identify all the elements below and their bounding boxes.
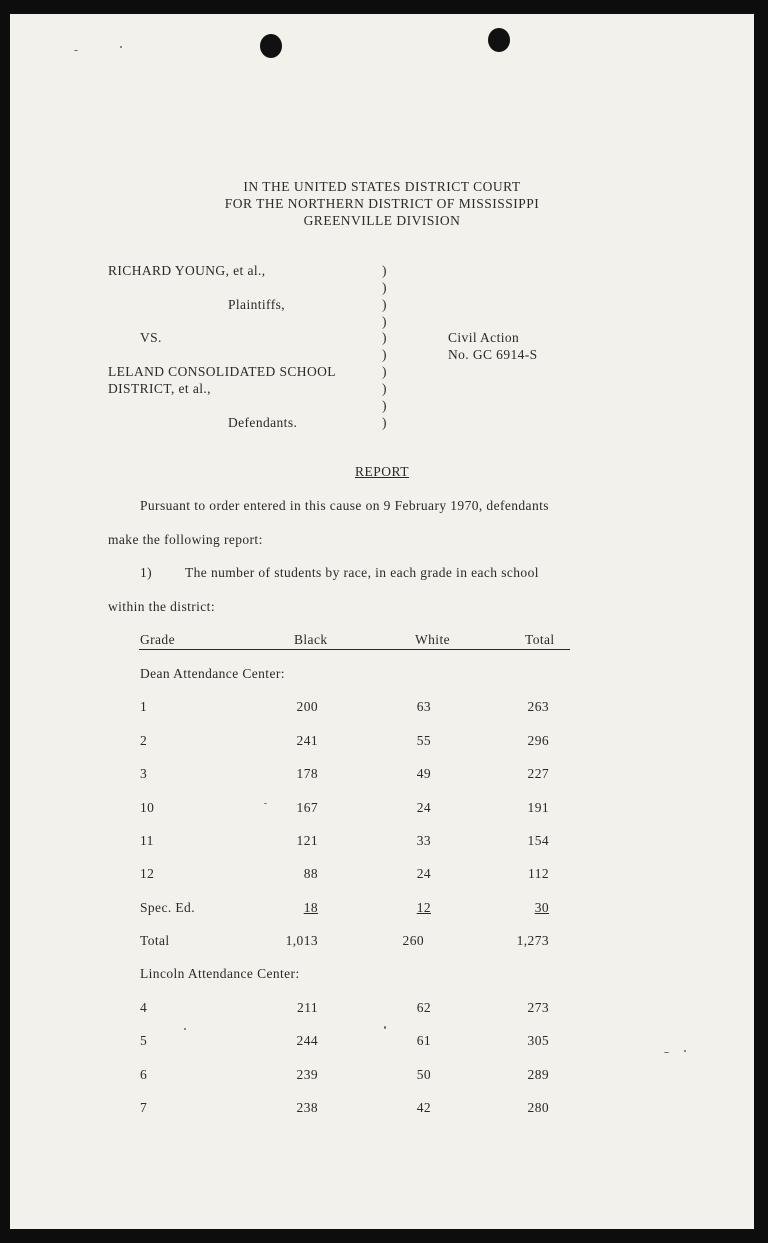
cell-white: 260: [402, 933, 424, 948]
plaintiff-name: RICHARD YOUNG, et al.,: [108, 263, 266, 278]
cell-black: 167: [296, 800, 318, 815]
cell-white: 62: [416, 1000, 431, 1015]
header-white: White: [415, 632, 450, 647]
cell-total: 30: [534, 900, 549, 915]
table-row: [10, 833, 754, 851]
header-black: Black: [294, 632, 328, 647]
paragraph-1-line-1: Pursuant to order entered in this cause on 9 February 1970, defendants: [140, 498, 549, 513]
cell-total: 296: [527, 733, 549, 748]
cell-total: 273: [527, 1000, 549, 1015]
cell-grade: 3: [140, 766, 148, 781]
cell-grade: 12: [140, 866, 155, 881]
cell-grade: 4: [140, 1000, 148, 1015]
cell-white: 12: [416, 900, 431, 915]
plaintiffs-label: Plaintiffs,: [228, 297, 286, 312]
cell-black: 238: [296, 1100, 318, 1115]
cell-grade: Spec. Ed.: [140, 900, 195, 915]
cell-white: 24: [416, 866, 431, 881]
document-page: [10, 14, 754, 1229]
cell-total: 191: [527, 800, 549, 815]
section-title-dean: Dean Attendance Center:: [140, 666, 285, 681]
cell-black: 18: [303, 900, 318, 915]
table-row: [10, 866, 754, 884]
cell-black: 88: [303, 866, 318, 881]
table-row: [10, 733, 754, 751]
cell-total: 154: [527, 833, 549, 848]
cell-white: 55: [416, 733, 431, 748]
punch-hole: [488, 28, 510, 52]
cell-white: 42: [416, 1100, 431, 1115]
cell-white: 63: [416, 699, 431, 714]
civil-action-label: Civil Action: [448, 330, 520, 345]
cell-total: 280: [527, 1100, 549, 1115]
table-row: [10, 900, 754, 918]
caption-paren: ): [382, 398, 387, 413]
caption-paren: ): [382, 297, 387, 312]
cell-total: 1,273: [516, 933, 549, 948]
cell-total: 227: [527, 766, 549, 781]
caption-paren: ): [382, 381, 387, 396]
table-header: [139, 632, 570, 650]
header-total: Total: [525, 632, 555, 647]
section-title-lincoln: Lincoln Attendance Center:: [140, 966, 300, 981]
defendants-label: Defendants.: [228, 415, 298, 430]
caption-paren: ): [382, 347, 387, 362]
table-row: [10, 800, 754, 818]
court-title-line-2: FOR THE NORTHERN DISTRICT OF MISSISSIPPI: [224, 196, 540, 211]
cell-black: 244: [296, 1033, 318, 1048]
cell-grade: Total: [140, 933, 170, 948]
cell-grade: 1: [140, 699, 148, 714]
table-row: [10, 699, 754, 717]
report-title: [10, 464, 754, 480]
paragraph-1-line-2: make the following report:: [108, 532, 263, 547]
caption-paren: ): [382, 415, 387, 430]
cell-black: 239: [296, 1067, 318, 1082]
table-row: [10, 1033, 754, 1051]
cell-black: 1,013: [285, 933, 318, 948]
punch-hole: [260, 34, 282, 58]
cell-total: 263: [527, 699, 549, 714]
header-grade: Grade: [140, 632, 175, 647]
cell-black: 178: [296, 766, 318, 781]
item-1-line-2: within the district:: [108, 599, 215, 614]
item-1-line-1: The number of students by race, in each grade in each school: [185, 565, 539, 580]
cell-grade: 5: [140, 1033, 148, 1048]
cell-black: 121: [296, 833, 318, 848]
table-row: [10, 1067, 754, 1085]
cell-grade: 7: [140, 1100, 148, 1115]
cell-white: 50: [416, 1067, 431, 1082]
caption-paren: ): [382, 330, 387, 345]
cell-black: 211: [297, 1000, 318, 1015]
item-number: 1): [140, 565, 153, 580]
table-total-row: [10, 933, 754, 951]
cell-white: 33: [416, 833, 431, 848]
cell-grade: 10: [140, 800, 155, 815]
cell-total: 305: [527, 1033, 549, 1048]
case-number: No. GC 6914-S: [448, 347, 538, 362]
cell-black: 241: [296, 733, 318, 748]
cell-total: 289: [527, 1067, 549, 1082]
caption-paren: ): [382, 280, 387, 295]
report-title-text: REPORT: [355, 464, 409, 479]
court-title-line-1: IN THE UNITED STATES DISTRICT COURT: [243, 179, 521, 194]
cell-grade: 11: [140, 833, 154, 848]
table-row: [10, 1000, 754, 1018]
table-row: [10, 766, 754, 784]
cell-white: 24: [416, 800, 431, 815]
caption-paren: ): [382, 314, 387, 329]
cell-grade: 2: [140, 733, 148, 748]
caption-paren: ): [382, 263, 387, 278]
defendant-name-line-2: DISTRICT, et al.,: [108, 381, 211, 396]
cell-black: 200: [296, 699, 318, 714]
cell-white: 49: [416, 766, 431, 781]
defendant-name-line-1: LELAND CONSOLIDATED SCHOOL: [108, 364, 336, 379]
court-title-line-3: GREENVILLE DIVISION: [303, 213, 461, 228]
cell-grade: 6: [140, 1067, 148, 1082]
versus-label: VS.: [140, 330, 162, 345]
table-row: [10, 1100, 754, 1118]
cell-total: 112: [528, 866, 549, 881]
cell-white: 61: [416, 1033, 431, 1048]
caption-paren: ): [382, 364, 387, 379]
